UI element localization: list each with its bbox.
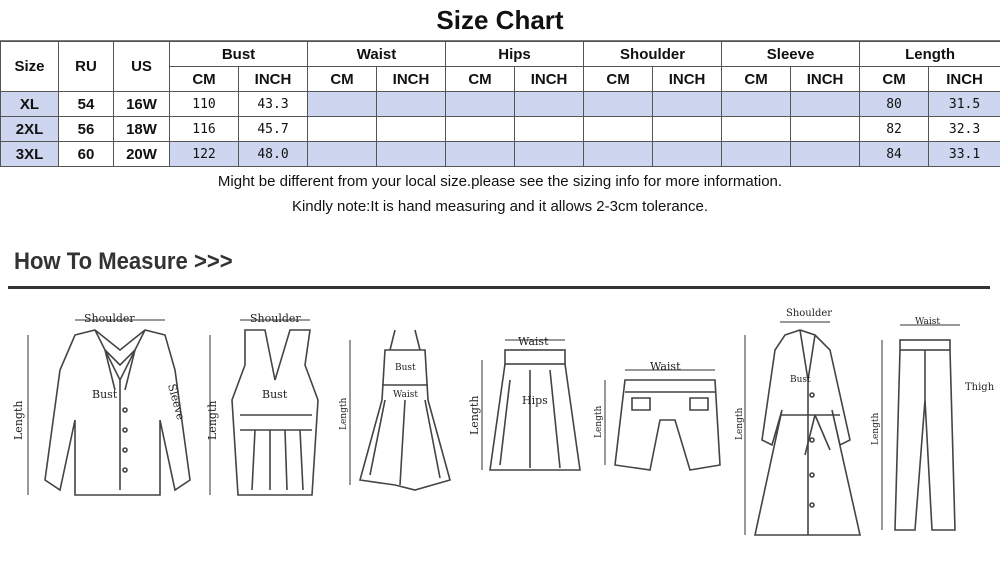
table-row <box>1 117 1000 142</box>
header-hips: Hips <box>446 42 584 67</box>
cell-empty <box>446 92 515 117</box>
header-size: Size <box>1 42 59 92</box>
header-ru: RU <box>59 42 114 92</box>
page-title: Size Chart <box>0 0 1000 41</box>
cell-us: 18W <box>114 117 170 142</box>
cell-ru: 60 <box>59 142 114 167</box>
header-bust-inch: INCH <box>239 67 308 92</box>
label-length: Length <box>594 405 604 438</box>
header-bust-cm: CM <box>170 67 239 92</box>
cell-size: 3XL <box>1 142 59 167</box>
cell-bust-cm: 122 <box>170 142 239 167</box>
size-chart-table <box>0 41 1000 167</box>
header-length-inch: INCH <box>929 67 1000 92</box>
label-waist: Waist <box>393 390 418 400</box>
tank-top-diagram <box>232 330 318 495</box>
cell-length-inch: 33.1 <box>929 142 1000 167</box>
blouse-diagram <box>45 330 190 495</box>
cell-us: 20W <box>114 142 170 167</box>
header-hips-cm: CM <box>446 67 515 92</box>
cell-us: 16W <box>114 92 170 117</box>
label-bust: Bust <box>262 388 288 401</box>
cell-bust-cm: 110 <box>170 92 239 117</box>
note-tolerance: Kindly note:It is hand measuring and it allows 2-3cm tolerance. <box>291 198 709 215</box>
cell-empty <box>584 142 653 167</box>
cell-empty <box>791 92 860 117</box>
header-shoulder-cm: CM <box>584 67 653 92</box>
cell-empty <box>653 117 722 142</box>
cell-bust-inch: 48.0 <box>239 142 308 167</box>
header-sleeve-inch: INCH <box>791 67 860 92</box>
label-bust: Bust <box>92 388 118 401</box>
header-shoulder: Shoulder <box>584 42 722 67</box>
label-sleeve: Sleeve <box>165 382 188 422</box>
notes <box>0 170 1000 220</box>
header-length: Length <box>860 42 1000 67</box>
header-length-cm: CM <box>860 67 929 92</box>
cell-length-cm: 84 <box>860 142 929 167</box>
note-size-difference: Might be different from your local size.please see the sizing info for more information. <box>217 173 783 190</box>
cell-empty <box>308 117 377 142</box>
cell-empty <box>446 142 515 167</box>
cell-ru: 56 <box>59 117 114 142</box>
cell-length-inch: 31.5 <box>929 92 1000 117</box>
label-length: Length <box>206 400 219 440</box>
cell-bust-cm: 116 <box>170 117 239 142</box>
header-waist-cm: CM <box>308 67 377 92</box>
cell-empty <box>377 92 446 117</box>
cell-length-cm: 80 <box>860 92 929 117</box>
table-row <box>1 142 1000 167</box>
cell-empty <box>722 142 791 167</box>
cell-empty <box>722 117 791 142</box>
cell-bust-inch: 43.3 <box>239 92 308 117</box>
header-us: US <box>114 42 170 92</box>
cell-size: XL <box>1 92 59 117</box>
header-hips-inch: INCH <box>515 67 584 92</box>
label-bust: Bust <box>395 363 416 373</box>
label-length: Length <box>339 397 349 430</box>
cell-empty <box>515 92 584 117</box>
cell-length-cm: 82 <box>860 117 929 142</box>
label-shoulder: Shoulder <box>250 312 301 325</box>
label-thigh: Thigh <box>965 382 995 393</box>
cell-length-inch: 32.3 <box>929 117 1000 142</box>
label-length: Length <box>468 395 481 435</box>
cell-empty <box>308 92 377 117</box>
cell-bust-inch: 45.7 <box>239 117 308 142</box>
divider <box>8 286 990 289</box>
cell-empty <box>446 117 515 142</box>
cell-empty <box>791 117 860 142</box>
coat-diagram <box>755 330 860 535</box>
label-length: Length <box>12 400 25 440</box>
header-shoulder-inch: INCH <box>653 67 722 92</box>
label-waist: Waist <box>518 335 549 348</box>
cell-empty <box>653 92 722 117</box>
cell-empty <box>722 92 791 117</box>
dress-diagram <box>360 330 450 490</box>
label-waist: Waist <box>650 360 681 373</box>
label-shoulder: Shoulder <box>786 308 833 319</box>
cell-empty <box>515 142 584 167</box>
skirt-diagram <box>490 350 580 470</box>
cell-empty <box>308 142 377 167</box>
cell-empty <box>515 117 584 142</box>
header-bust: Bust <box>170 42 308 67</box>
cell-empty <box>584 117 653 142</box>
cell-empty <box>377 142 446 167</box>
cell-empty <box>791 142 860 167</box>
cell-ru: 54 <box>59 92 114 117</box>
label-bust: Bust <box>790 375 811 385</box>
header-waist-inch: INCH <box>377 67 446 92</box>
cell-empty <box>377 117 446 142</box>
label-hips: Hips <box>522 394 548 407</box>
shorts-diagram <box>615 380 720 470</box>
label-shoulder: Shoulder <box>84 312 135 325</box>
cell-empty <box>584 92 653 117</box>
table-row <box>1 92 1000 117</box>
cell-empty <box>653 142 722 167</box>
label-length: Length <box>871 412 881 445</box>
trousers-diagram <box>895 340 955 530</box>
header-sleeve-cm: CM <box>722 67 791 92</box>
how-to-measure-heading: How To Measure >>> <box>14 248 233 275</box>
header-waist: Waist <box>308 42 446 67</box>
header-sleeve: Sleeve <box>722 42 860 67</box>
measurement-diagrams <box>0 290 1000 570</box>
label-waist: Waist <box>915 317 940 327</box>
label-length: Length <box>735 407 745 440</box>
cell-size: 2XL <box>1 117 59 142</box>
